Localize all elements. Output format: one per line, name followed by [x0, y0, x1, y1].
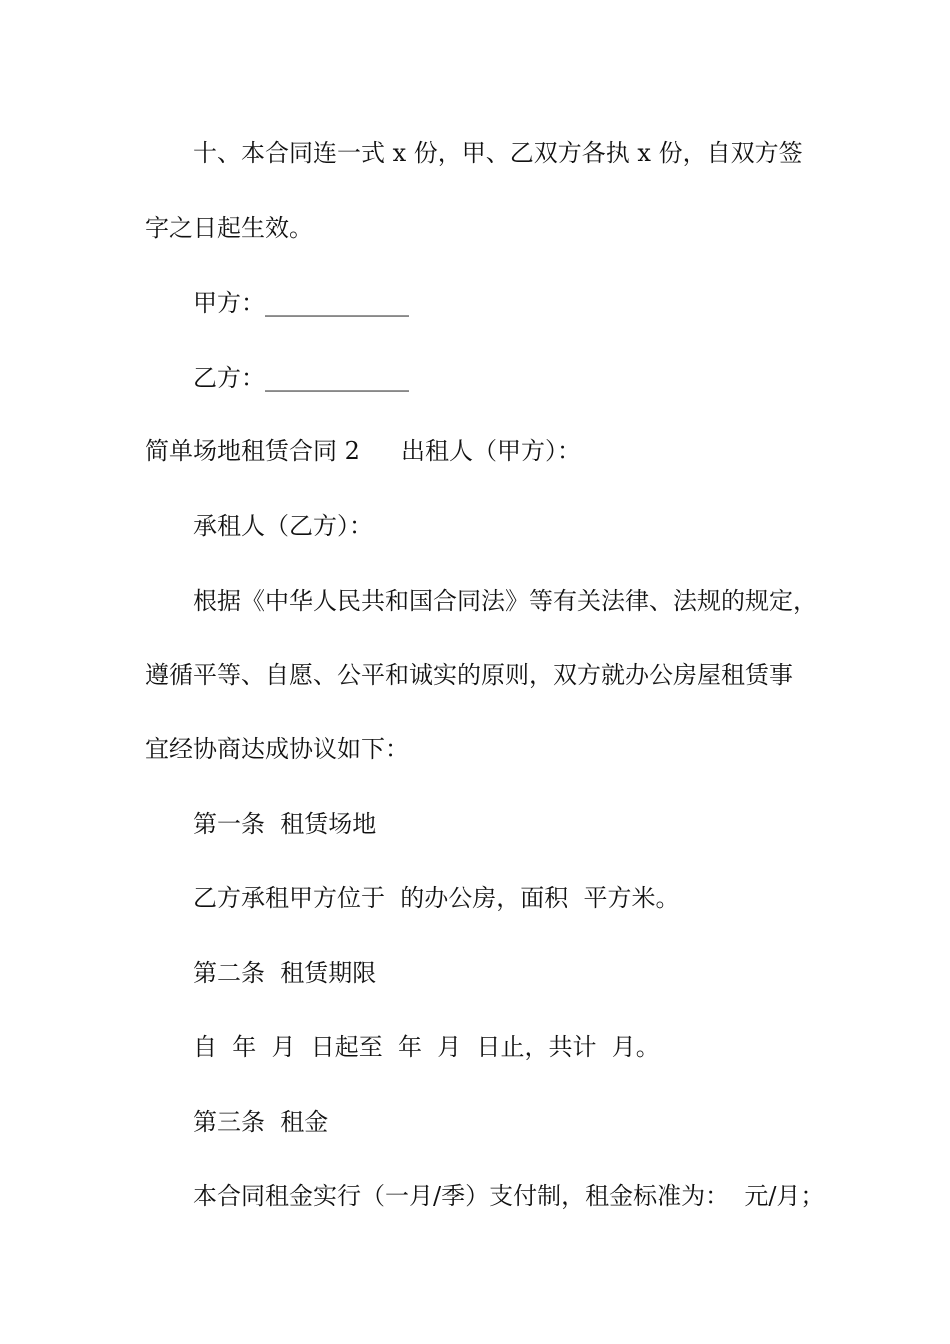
article-1-body: 乙方承租甲方位于 的办公房，面积 平方米。: [193, 884, 680, 912]
article-3-body: 本合同租金实行（一月/季）支付制，租金标准为： 元/月；: [193, 1182, 825, 1210]
party-a-signature-line: 甲方：____________: [193, 289, 409, 317]
preamble-line-2: 遵循平等、自愿、公平和诚实的原则，双方就办公房屋租赁事: [145, 661, 793, 689]
preamble-line-3: 宜经协商达成协议如下：: [145, 735, 409, 763]
party-b-signature-line: 乙方：____________: [193, 364, 409, 392]
article-1-heading: 第一条 租赁场地: [193, 810, 377, 838]
contract-title: 简单场地租赁合同 2: [145, 437, 360, 465]
preamble-line-1: 根据《中华人民共和国合同法》等有关法律、法规的规定，: [193, 587, 817, 615]
article-2-heading: 第二条 租赁期限: [193, 959, 377, 987]
paragraph-effective-date: 字之日起生效。: [145, 214, 313, 242]
lessee-label: 承租人（乙方）：: [193, 512, 373, 540]
article-3-heading: 第三条 租金: [193, 1108, 329, 1136]
paragraph-copies-clause: 十、本合同连一式 x 份，甲、乙双方各执 x 份，自双方签: [193, 139, 803, 167]
article-2-body: 自 年 月 日起至 年 月 日止，共计 月。: [193, 1033, 660, 1061]
lessor-label: 出租人（甲方）：: [401, 437, 581, 465]
